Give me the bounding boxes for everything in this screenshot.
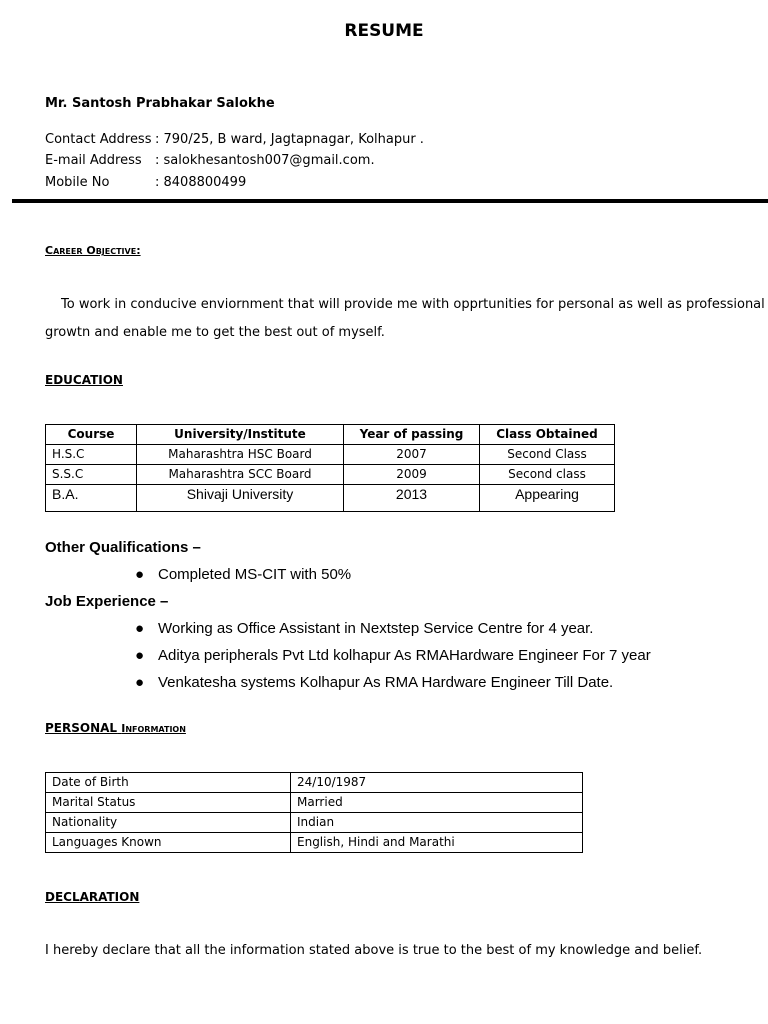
list-item-text: Working as Office Assistant in Nextstep Service Centre for 4 year.	[158, 620, 594, 637]
table-cell: Indian	[291, 813, 583, 833]
list-item	[135, 566, 351, 583]
candidate-name: Mr. Santosh Prabhakar Salokhe	[45, 96, 275, 111]
other-qualifications-heading: Other Qualifications –	[45, 539, 201, 556]
bullet-icon: ●	[135, 674, 145, 691]
table-cell: H.S.C	[46, 445, 137, 465]
job-experience-heading: Job Experience –	[45, 593, 169, 610]
table-row	[46, 465, 615, 485]
education-header-row	[46, 425, 615, 445]
bullet-icon: ●	[135, 566, 145, 583]
contact-address-value: : 790/25, B ward, Jagtapnagar, Kolhapur .	[155, 132, 424, 147]
table-cell: 2009	[344, 465, 480, 485]
table-cell: Shivaji University	[137, 485, 344, 512]
resume-title: RESUME	[344, 21, 424, 41]
table-cell: 2007	[344, 445, 480, 465]
col-class: Class Obtained	[480, 425, 615, 445]
declaration-text: I hereby declare that all the information stated above is true to the best of my knowledge and belief.	[45, 943, 703, 958]
career-objective-heading: Career Objective:	[45, 244, 141, 257]
email-value: : salokhesantosh007@gmail.com.	[155, 153, 375, 168]
table-row	[46, 813, 583, 833]
career-objective-line-1: To work in conducive enviornment that will provide me with opprtunities for personal as well as professional	[61, 297, 765, 312]
table-row	[46, 485, 615, 512]
education-table	[45, 424, 615, 512]
table-cell: Married	[291, 793, 583, 813]
email-row	[45, 151, 375, 171]
col-year: Year of passing	[344, 425, 480, 445]
table-row	[46, 445, 615, 465]
list-item-text: Completed MS-CIT with 50%	[158, 566, 352, 583]
table-cell: Appearing	[480, 485, 615, 512]
table-cell: B.A.	[46, 485, 137, 512]
declaration-heading: DECLARATION	[45, 890, 140, 904]
bullet-icon: ●	[135, 647, 145, 664]
list-item	[135, 647, 651, 664]
table-cell: Second Class	[480, 445, 615, 465]
table-cell: Nationality	[46, 813, 291, 833]
personal-heading-part-1: PERSONAL	[45, 721, 118, 735]
table-cell: Date of Birth	[46, 773, 291, 793]
table-cell: Maharashtra SCC Board	[137, 465, 344, 485]
contact-address-row	[45, 130, 424, 150]
bullet-icon: ●	[135, 620, 145, 637]
col-university: University/Institute	[137, 425, 344, 445]
email-label: E-mail Address	[45, 153, 142, 168]
table-row	[46, 833, 583, 853]
table-row	[46, 793, 583, 813]
table-cell: Second class	[480, 465, 615, 485]
table-cell: Marital Status	[46, 793, 291, 813]
list-item	[135, 620, 593, 637]
list-item-text: Aditya peripherals Pvt Ltd kolhapur As RMAHardware Engineer For 7 year	[158, 647, 651, 664]
contact-address-label: Contact Address	[45, 132, 152, 147]
table-cell: S.S.C	[46, 465, 137, 485]
list-item	[135, 674, 613, 691]
education-heading: EDUCATION	[45, 373, 123, 387]
personal-information-table	[45, 772, 583, 853]
mobile-value: : 8408800499	[155, 175, 247, 190]
table-cell: 2013	[344, 485, 480, 512]
mobile-row	[45, 173, 246, 193]
personal-heading-part-2: Information	[121, 722, 186, 735]
table-cell: 24/10/1987	[291, 773, 583, 793]
header-divider	[12, 199, 768, 203]
table-cell: English, Hindi and Marathi	[291, 833, 583, 853]
list-item-text: Venkatesha systems Kolhapur As RMA Hardware Engineer Till Date.	[158, 674, 614, 691]
personal-information-heading	[45, 721, 186, 735]
table-row	[46, 773, 583, 793]
mobile-label: Mobile No	[45, 175, 110, 190]
table-cell: Languages Known	[46, 833, 291, 853]
table-cell: Maharashtra HSC Board	[137, 445, 344, 465]
career-objective-line-2: growtn and enable me to get the best out of myself.	[45, 325, 385, 340]
col-course: Course	[46, 425, 137, 445]
